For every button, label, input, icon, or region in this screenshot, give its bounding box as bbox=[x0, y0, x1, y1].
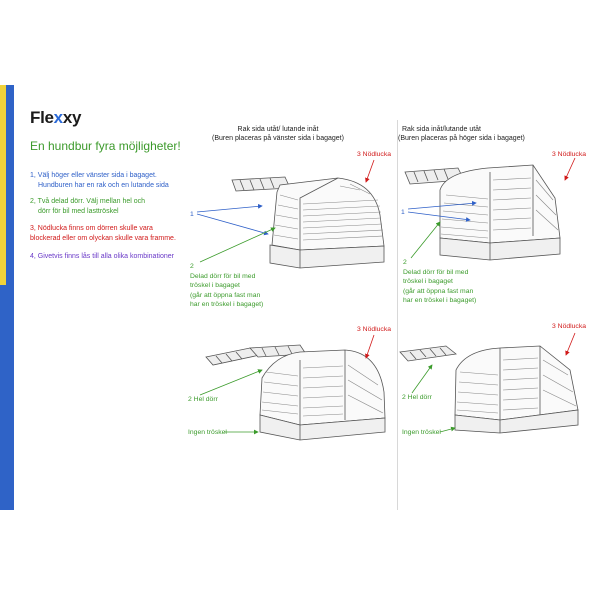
label-delad-tl: 2 Delad dörr för bil med tröskel i bagaget (går att öppna fast man har en tröskel i bagaget) bbox=[190, 263, 264, 308]
label-nodlucka-tr: 3 Nödlucka bbox=[552, 151, 587, 158]
label-nodlucka-br: 3 Nödlucka bbox=[552, 323, 587, 330]
cage-diagram-bottom-right bbox=[400, 346, 578, 433]
note-4: 4, Givetvis finns lås till alla olika kombinationer bbox=[30, 253, 174, 260]
note-2: 2, Två delad dörr. Välj mellan hel och dörr för bil med lasttröskel bbox=[30, 198, 146, 215]
label-num1-tr: 1 bbox=[401, 209, 405, 216]
label-num1-tl: 1 bbox=[190, 211, 194, 218]
page-headline: En hundbur fyra möjligheter! bbox=[30, 139, 181, 153]
label-nodlucka-bl: 3 Nödlucka bbox=[357, 326, 392, 333]
note-1: 1, Välj höger eller vänster sida i bagaget. Hundburen har en rak och en lutande sida bbox=[30, 172, 169, 189]
label-hel-dorr-br: 2 Hel dörr bbox=[402, 394, 432, 401]
brand-logo: Flexxy bbox=[30, 108, 82, 127]
cage-diagram-top-left bbox=[232, 177, 384, 268]
cage-diagram-top-right bbox=[405, 165, 560, 260]
right-column-title: Rak sida inåt/lutande utåt (Buren placeras på höger sida i bagaget) bbox=[398, 126, 525, 142]
label-delad-tr: 2 Delad dörr för bil med tröskel i bagaget (går att öppna fast man har en tröskel i bagaget) bbox=[403, 259, 477, 304]
label-nodlucka-tl: 3 Nödlucka bbox=[357, 151, 392, 158]
left-column-title: Rak sida utåt/ lutande inåt (Buren placeras på vänster sida i bagaget) bbox=[212, 126, 344, 142]
note-3: 3, Nödlucka finns om dörren skulle vara blockerad eller om olyckan skulle vara framme. bbox=[30, 225, 176, 242]
label-ingen-troskel-br: Ingen tröskel bbox=[402, 429, 441, 436]
cage-diagram-bottom-left bbox=[206, 345, 385, 440]
label-ingen-troskel-bl: Ingen tröskel bbox=[188, 429, 227, 436]
label-hel-dorr-bl: 2 Hel dörr bbox=[188, 396, 218, 403]
